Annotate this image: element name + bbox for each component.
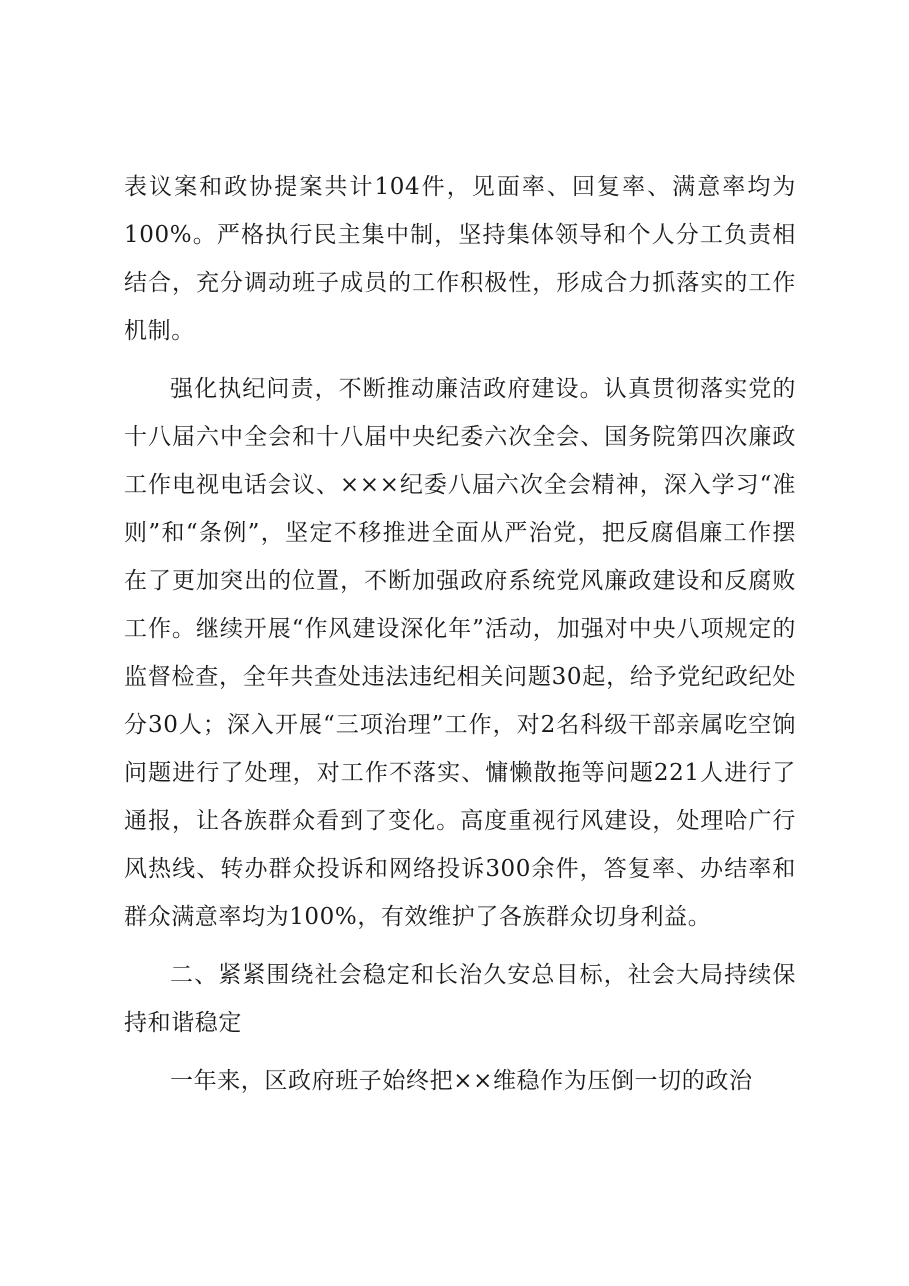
paragraph-continuation: 表议案和政协提案共计104件，见面率、回复率、满意率均为100%。严格执行民主集中制，坚持集体领导和个人分工负责相结合，充分调动班子成员的工作积极性，形成合力抓落实的工作机制。 xyxy=(124,174,796,344)
paragraph-discipline-accountability: 强化执纪问责，不断推动廉洁政府建设。认真贯彻落实党的十八届六中全会和十八届中央纪委六次全会、国务院第四次廉政工作电视电话会议、×××纪委八届六次全会精神，深入学习“准则”和“条例”，坚定不移推进全面从严治党，把反腐倡廉工作摆在了更加突出的位置，不断加强政府系统党风廉政建设和反腐败工作。继续开展“作风建设深化年”活动，加强对中央八项规定的监督检查，全年共查处违法违纪相关问题30起，给予党纪政纪处分30人；深入开展“三项治理”工作，对2名科级干部亲属吃空饷问题进行了处理，对工作不落实、慵懒散拖等问题221人进行了通报，让各族群众看到了变化。高度重视行风建设，处理哈广行风热线、转办群众投诉和网络投诉300余件，答复率、办结率和群众满意率均为100%，有效维护了各族群众切身利益。 xyxy=(124,376,796,930)
section-heading-social-stability: 二、紧紧围绕社会稳定和长治久安总目标，社会大局持续保持和谐稳定 xyxy=(124,962,796,1036)
document-body xyxy=(124,163,796,1115)
paragraph-stability-intro: 一年来，区政府班子始终把××维稳作为压倒一切的政治 xyxy=(170,1068,753,1094)
